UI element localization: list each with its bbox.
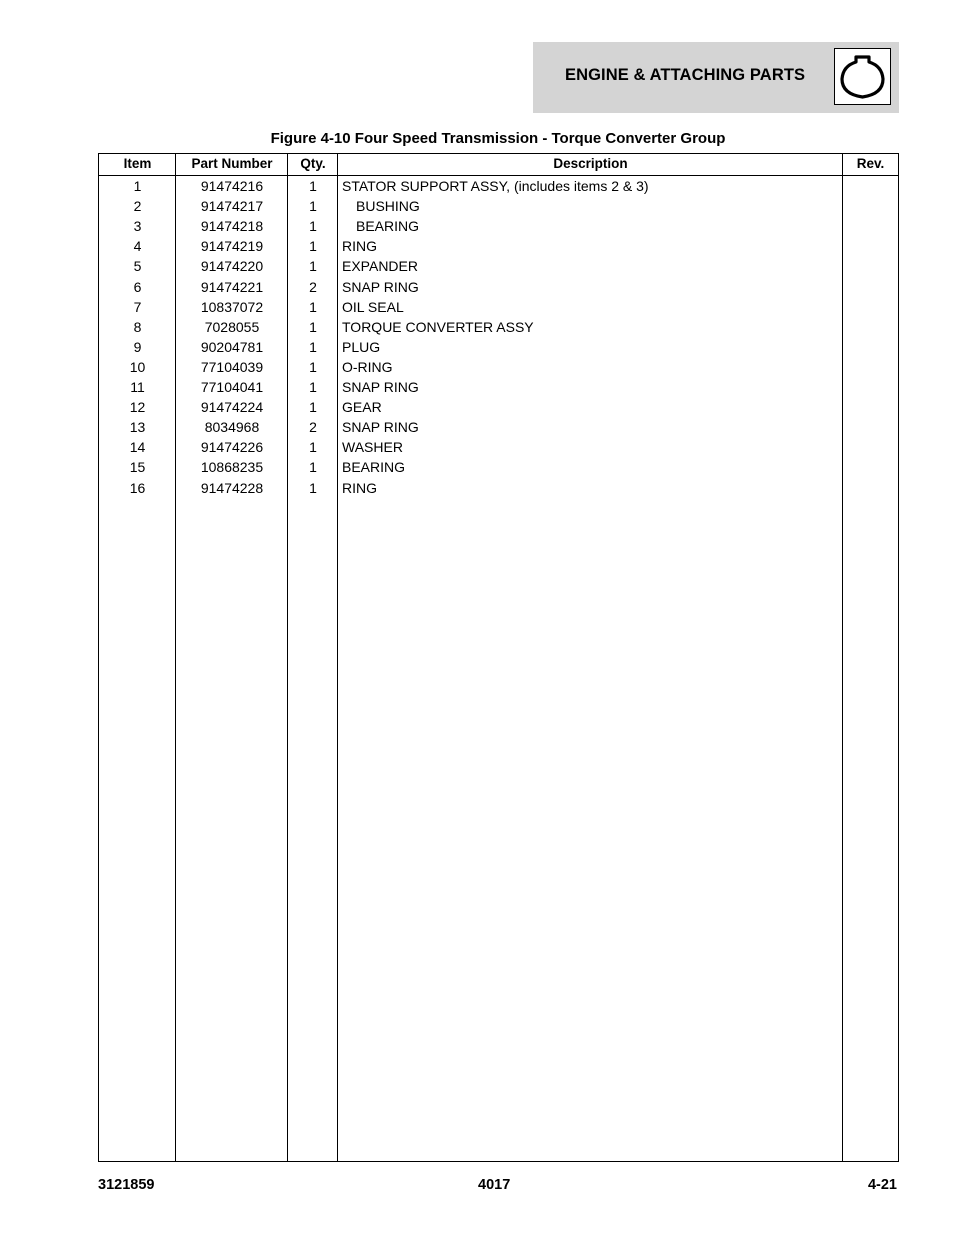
cell-item: 6 (133, 278, 142, 295)
cell-description: OIL SEAL (342, 298, 404, 315)
cell-qty: 1 (309, 258, 317, 275)
table-row (99, 177, 898, 197)
cell-qty: 1 (309, 298, 317, 315)
cell-item: 5 (133, 258, 142, 275)
cell-qty: 1 (309, 459, 317, 476)
table-row (99, 257, 898, 277)
cell-item: 4 (133, 238, 142, 255)
cell-description: EXPANDER (342, 258, 418, 275)
cell-description: RING (342, 479, 377, 496)
cell-description: BEARING (356, 218, 420, 235)
cell-part-number: 91474218 (200, 218, 264, 235)
cell-item: 1 (133, 178, 142, 194)
cell-item: 13 (129, 419, 146, 436)
footer-publication-number: 3121859 (98, 1177, 155, 1193)
table-row (99, 418, 898, 438)
cell-qty: 1 (309, 338, 317, 355)
header-description: Description (553, 156, 628, 171)
cell-part-number: 10868235 (200, 459, 264, 476)
header-qty: Qty. (300, 156, 326, 171)
cell-description: PLUG (342, 338, 381, 355)
table-row (99, 318, 898, 338)
table-row (99, 438, 898, 458)
cell-part-number: 91474219 (200, 238, 264, 255)
table-row (99, 278, 898, 298)
cell-description: GEAR (342, 399, 382, 416)
cell-part-number: 91474224 (200, 399, 264, 416)
cell-qty: 2 (309, 278, 317, 295)
table-header (99, 154, 898, 176)
cell-description: WASHER (342, 439, 403, 456)
cell-description: O-RING (342, 358, 393, 375)
cell-description: BUSHING (356, 198, 420, 215)
cell-part-number: 77104041 (200, 379, 264, 395)
cell-description: SNAP RING (342, 278, 419, 295)
table-row (99, 378, 898, 398)
cell-description: TORQUE CONVERTER ASSY (342, 318, 534, 335)
section-title: ENGINE & ATTACHING PARTS (565, 66, 806, 84)
cell-part-number: 77104039 (200, 358, 264, 375)
cell-description: STATOR SUPPORT ASSY, (includes items 2 & 3) (342, 178, 649, 194)
cell-item: 16 (129, 479, 146, 496)
table-row (99, 298, 898, 318)
table-row (99, 479, 898, 499)
cell-qty: 1 (309, 379, 317, 395)
header-part-number: Part Number (191, 156, 273, 171)
cell-part-number: 90204781 (200, 338, 264, 355)
cell-item: 15 (129, 459, 146, 476)
cell-description: SNAP RING (342, 379, 419, 395)
cell-part-number: 91474216 (200, 178, 264, 194)
cell-qty: 1 (309, 479, 317, 496)
table-row (99, 458, 898, 478)
cell-item: 3 (133, 218, 142, 235)
cell-item: 12 (129, 399, 146, 416)
cell-qty: 1 (309, 198, 317, 215)
table-row (99, 398, 898, 418)
cell-qty: 1 (309, 439, 317, 456)
cell-item: 10 (129, 358, 146, 375)
parts-table (98, 153, 899, 1162)
cell-description: SNAP RING (342, 419, 419, 436)
cell-qty: 1 (309, 238, 317, 255)
cell-qty: 1 (309, 399, 317, 416)
table-row (99, 237, 898, 257)
cell-qty: 1 (309, 218, 317, 235)
figure-title: Figure 4-10 Four Speed Transmission - Torque Converter Group (270, 130, 726, 147)
table-row (99, 358, 898, 378)
cell-qty: 1 (309, 318, 317, 335)
cell-item: 14 (129, 439, 146, 456)
cell-description: RING (342, 238, 377, 255)
cell-part-number: 10837072 (200, 298, 264, 315)
footer-model: 4017 (478, 1177, 511, 1193)
cell-item: 8 (133, 318, 142, 335)
section-header (533, 42, 899, 113)
header-rev: Rev. (856, 156, 885, 171)
table-row (99, 338, 898, 358)
table-row (99, 217, 898, 237)
cell-description: BEARING (342, 459, 406, 476)
cell-part-number: 91474217 (200, 198, 264, 215)
engine-block-icon (834, 48, 891, 105)
table-row (99, 197, 898, 217)
cell-part-number: 7028055 (204, 318, 260, 335)
cell-qty: 1 (309, 178, 317, 194)
cell-item: 11 (130, 379, 145, 395)
cell-qty: 2 (309, 419, 317, 436)
cell-part-number: 8034968 (204, 419, 260, 436)
cell-item: 7 (133, 298, 142, 315)
cell-item: 2 (133, 198, 142, 215)
cell-part-number: 91474226 (200, 439, 264, 456)
cell-qty: 1 (309, 358, 317, 375)
header-item: Item (123, 156, 152, 171)
cell-part-number: 91474221 (200, 278, 264, 295)
cell-part-number: 91474220 (200, 258, 264, 275)
cell-part-number: 91474228 (200, 479, 264, 496)
cell-item: 9 (133, 338, 142, 355)
footer-page-number: 4-21 (867, 1177, 897, 1193)
